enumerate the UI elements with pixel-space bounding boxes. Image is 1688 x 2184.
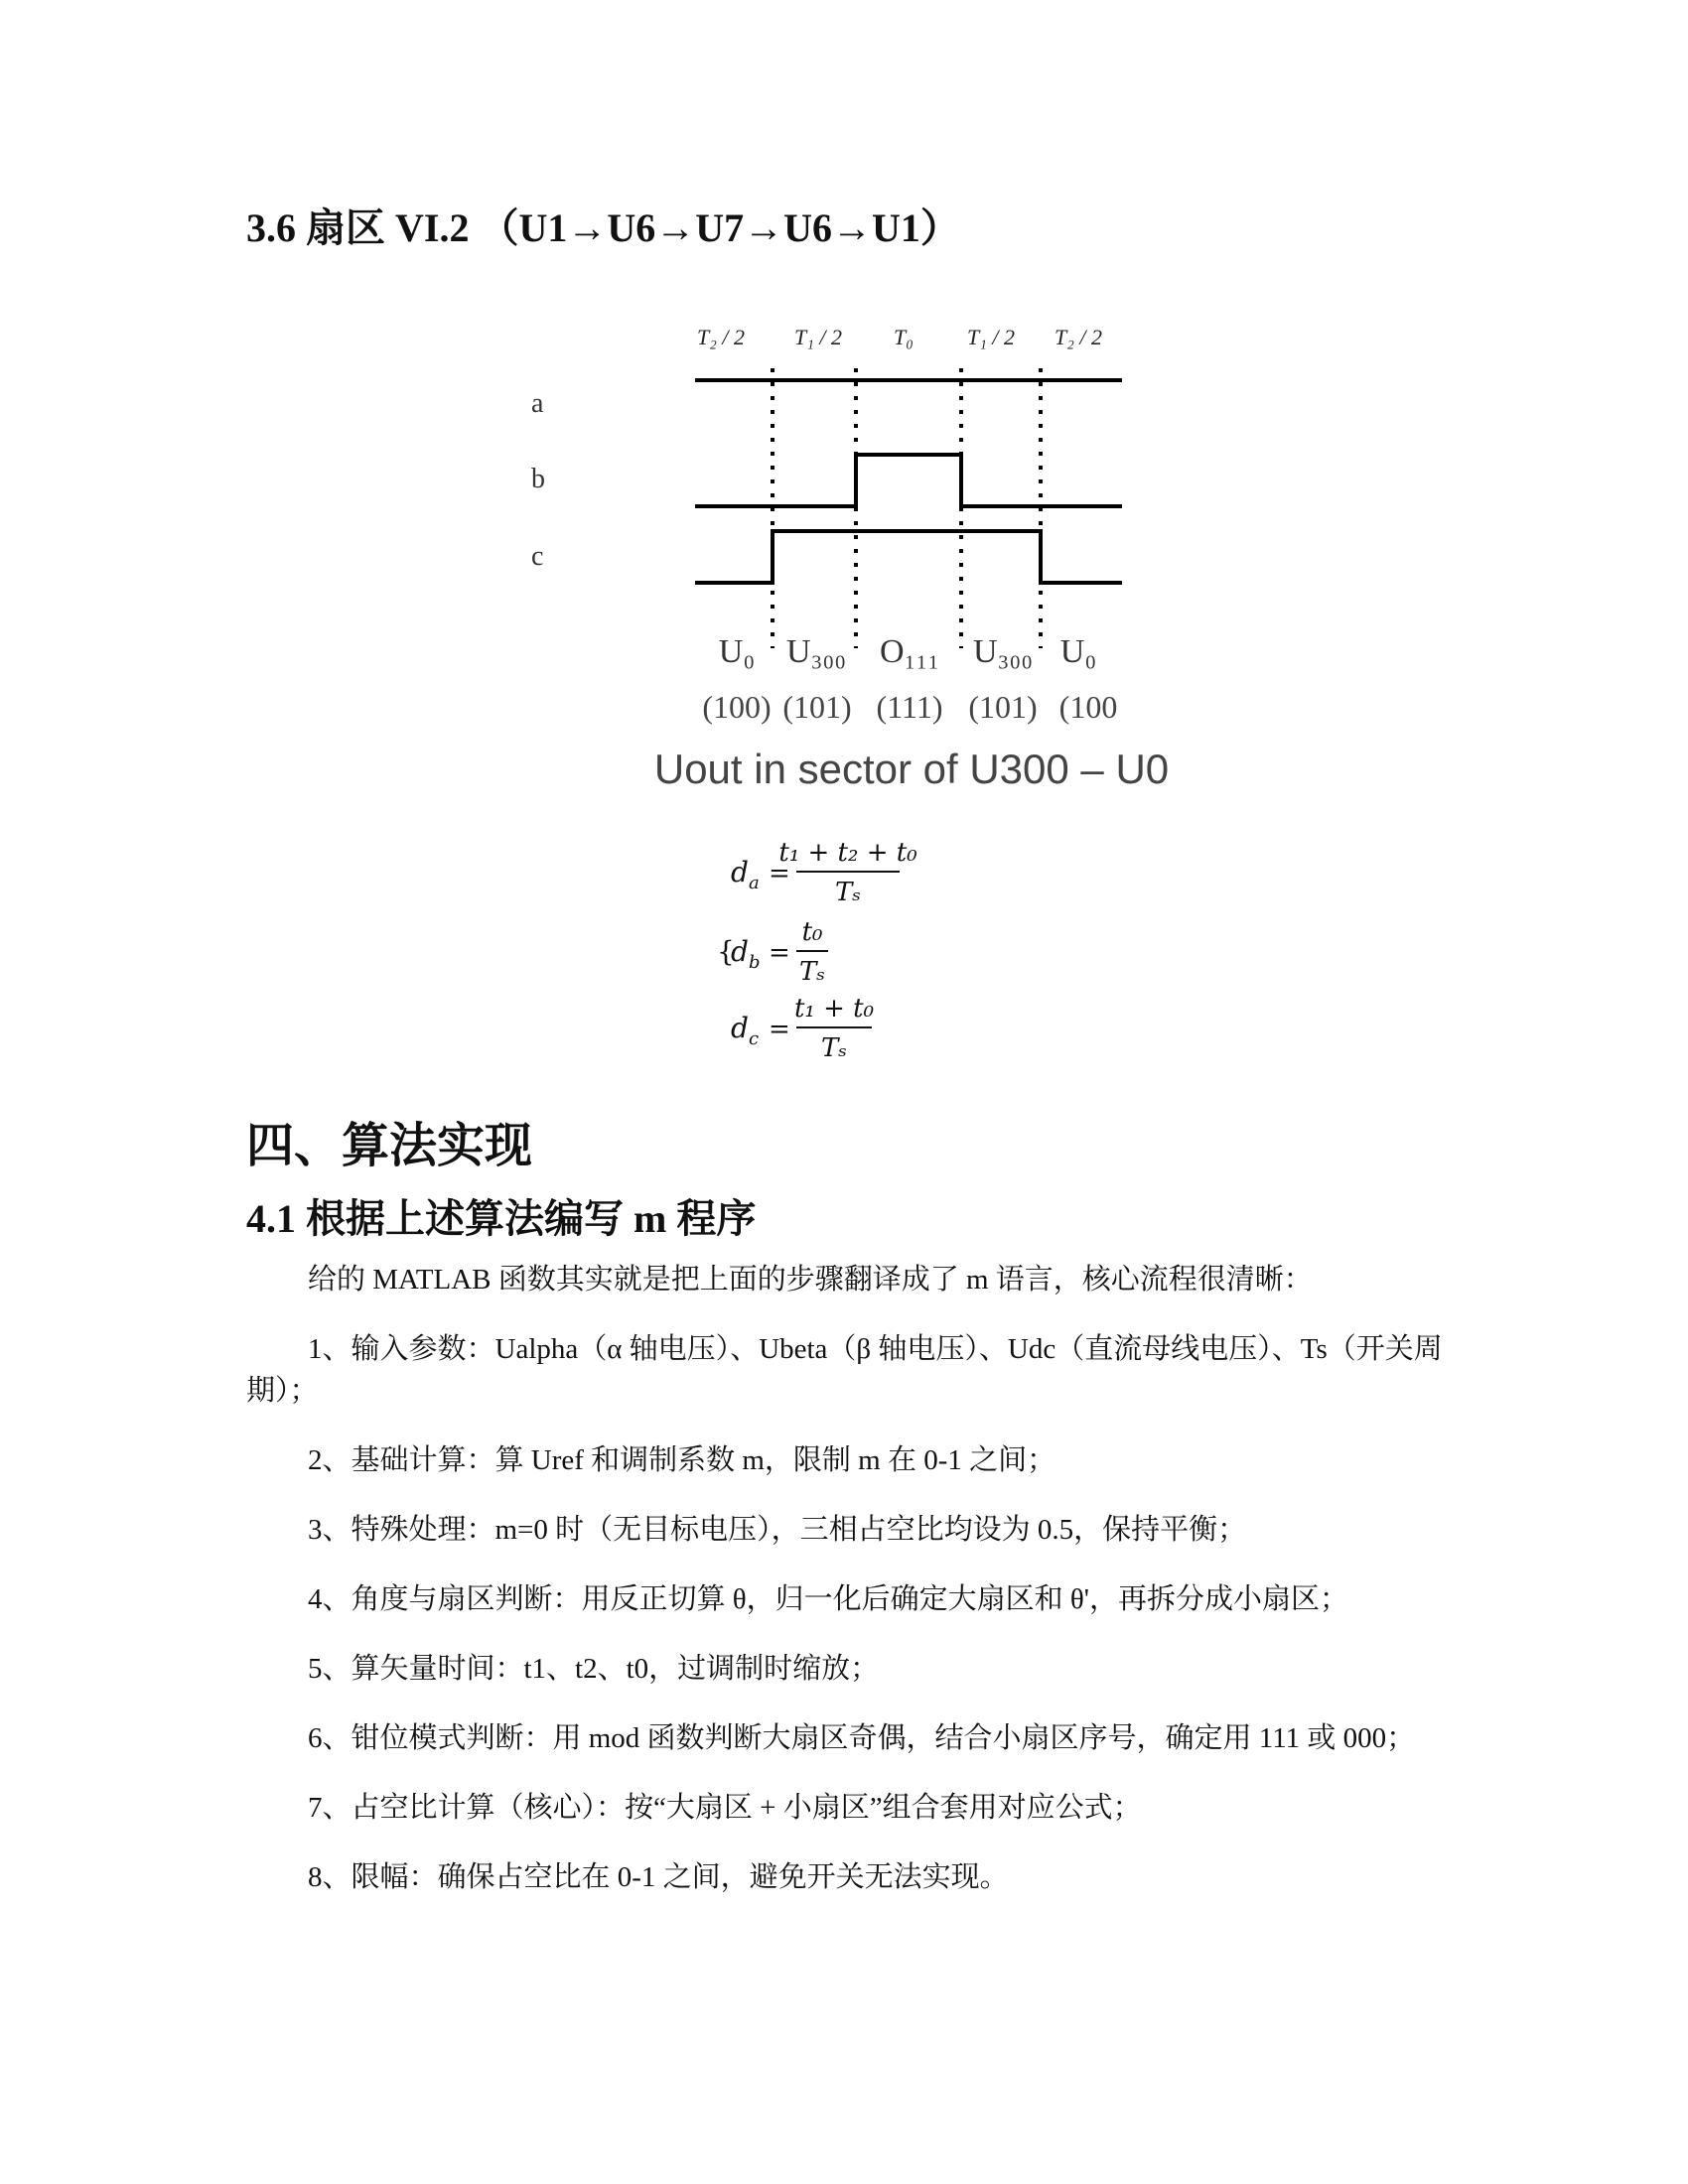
vector-name-4: U₃₀₀ — [972, 633, 1034, 670]
vector-name-1: U₀ — [718, 633, 756, 670]
signal-label-c: c — [531, 541, 544, 572]
list-item: 6、钳位模式判断：用 mod 函数判断大扇区奇偶，结合小扇区序号，确定用 111 或 000； — [308, 1722, 1416, 1754]
section-heading-4-1: 4.1 根据上述算法编写 m 程序 — [246, 1196, 757, 1241]
formula-db-denominator: Tₛ — [798, 957, 826, 987]
formula-db-sub: b — [749, 952, 761, 973]
top-label-t2-left: T₂ / 2 — [697, 325, 745, 349]
vector-name-2: U₃₀₀ — [785, 633, 847, 670]
svg-text:=: = — [769, 1015, 790, 1044]
list-item: 7、占空比计算（核心）：按“大扇区 + 小扇区”组合套用对应公式； — [308, 1792, 1142, 1824]
formula-db-lhs: d — [731, 935, 749, 968]
signal-label-a: a — [531, 388, 544, 419]
list-item: 2、基础计算：算 Uref 和调制系数 m，限制 m 在 0-1 之间； — [308, 1444, 1056, 1476]
vector-code-5: (100 — [1058, 689, 1118, 725]
formula-dc-sub: c — [749, 1028, 760, 1049]
vector-name-3: O₁₁₁ — [879, 633, 940, 670]
top-label-t1-right: T₁ / 2 — [967, 325, 1015, 349]
list-item: 5、算矢量时间：t1、t2、t0，过调制时缩放； — [308, 1653, 880, 1685]
top-label-t2-right: T₂ / 2 — [1055, 325, 1102, 349]
formula-da-denominator: Tₛ — [834, 878, 862, 907]
formula-da-lhs: d — [731, 856, 749, 888]
top-label-t0: T₀ — [894, 325, 914, 349]
waveform-b — [695, 455, 1122, 506]
formula-dc-numerator: t₁ + t₀ — [793, 994, 875, 1024]
vector-code-2: (101) — [782, 689, 852, 725]
list-item: 3、特殊处理：m=0 时（无目标电压），三相占空比均设为 0.5，保持平衡； — [308, 1514, 1247, 1546]
formula-da-sub: a — [749, 873, 760, 893]
vector-code-3: (111) — [876, 689, 943, 725]
figure-caption: Uout in sector of U300 – U0 — [653, 746, 1170, 792]
section-heading-4: 四、算法实现 — [246, 1120, 533, 1172]
algorithm-steps-list — [246, 1328, 1458, 1926]
list-item: 4、角度与扇区判断：用反正切算 θ，归一化后确定大扇区和 θ'，再拆分成小扇区； — [308, 1583, 1349, 1615]
vector-name-5: U₀ — [1059, 633, 1097, 670]
list-item: 8、限幅：确保占空比在 0-1 之间，避免开关无法实现。 — [308, 1861, 1009, 1893]
signal-label-b: b — [531, 464, 545, 494]
formula-dc-denominator: Tₛ — [820, 1033, 848, 1063]
section-heading-3-6: 3.6 扇区 VI.2 （U1→U6→U7→U6→U1） — [246, 205, 960, 250]
duty-cycle-formulas — [717, 829, 963, 1077]
intro-paragraph: 给的 MATLAB 函数其实就是把上面的步骤翻译成了 m 语言，核心流程很清晰： — [308, 1264, 1313, 1296]
svg-text:=: = — [769, 859, 790, 888]
waveform-c — [695, 531, 1122, 583]
formula-db-numerator: t₀ — [801, 917, 823, 947]
formula-da-numerator: t₁ + t₂ + t₀ — [778, 838, 917, 868]
vector-code-4: (101) — [968, 689, 1038, 725]
formula-brace: { — [717, 935, 735, 968]
vector-code-1: (100) — [702, 689, 772, 725]
formula-dc-lhs: d — [731, 1012, 749, 1044]
switching-waveform-figure — [516, 313, 1211, 809]
svg-text:=: = — [769, 938, 790, 968]
top-label-t1-left: T₁ / 2 — [794, 325, 842, 349]
list-item: 1、输入参数：Ualpha（α 轴电压）、Ubeta（β 轴电压）、Udc（直流母线电压）、Ts（开关周期）； — [246, 1333, 1443, 1407]
